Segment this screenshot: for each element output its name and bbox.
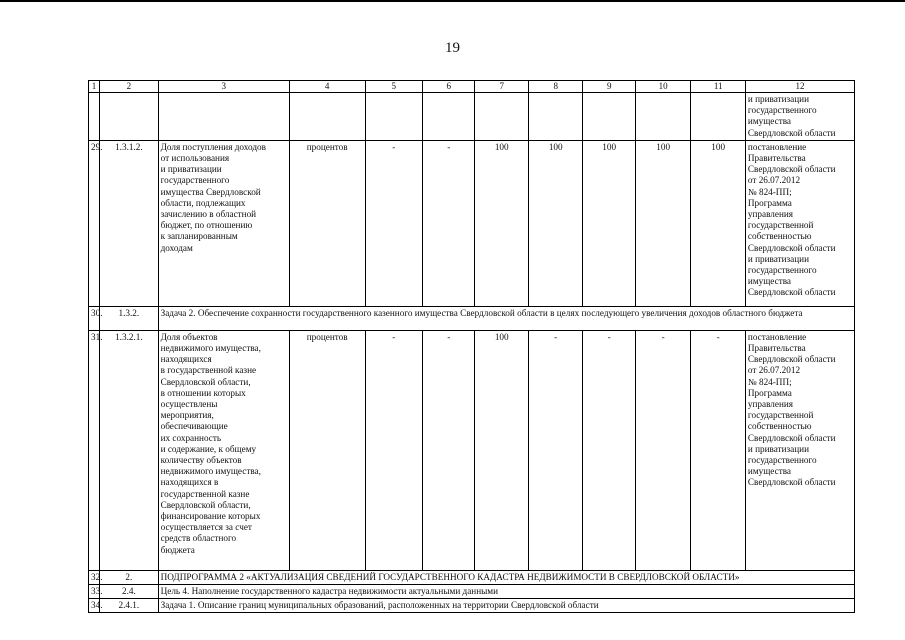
value-cell: - [635,330,691,570]
value-cell: - [365,140,423,306]
subprogram-heading: ПОДПРОГРАММА 2 «АКТУАЛИЗАЦИЯ СВЕДЕНИЙ ГОСУДАРСТВЕННОГО КАДАСТРА НЕДВИЖИМОСТИ В СВЕРДЛОВСКОЙ ОБЛАСТИ» [158,570,854,584]
value-cell: - [583,330,635,570]
cell [423,93,475,141]
value-cell: 100 [528,140,582,306]
header-row [89,81,855,93]
table-row-30 [89,306,855,330]
cell [158,93,289,141]
value-cell: - [691,330,745,570]
row-code: 1.3.1.2. [100,140,159,306]
cell [635,93,691,141]
indicator-name: Доля поступления доходов от использования и приватизации государственного имущества Свердловской области, подлежащих зачислению в областной бюджет, по отношению к запланированным доходам [158,140,289,306]
row-number: 32. [89,570,100,584]
indicator-name: Доля объектов недвижимого имущества, находящихся в государственной казне Свердловской области, в отношении которых осуществлены мероприятия, обеспечивающие их сохранность и содержание, к общему количеству объектов недвижимого имущества, находящихся в государственной казне Свердловской области, финансирование которых осуществляется за счет средств областного бюджета [158,330,289,570]
value-cell: 100 [475,330,528,570]
table-row-31 [89,330,855,570]
cell [475,93,528,141]
cell [100,93,159,141]
row-number: 30. [89,306,100,330]
goal-heading: Цель 4. Наполнение государственного кадастра недвижимости актуальными данными [158,585,854,599]
header-cell: 1 [89,81,100,93]
value-cell: - [528,330,582,570]
page-number: 19 [445,40,460,56]
unit-cell: процентов [289,140,365,306]
header-cell: 12 [745,81,854,93]
row-code: 2.4. [100,585,159,599]
unit-cell: процентов [289,330,365,570]
row-number: 29. [89,140,100,306]
value-cell: - [423,330,475,570]
value-cell: 100 [583,140,635,306]
continuation-row [89,93,855,141]
header-cell: 10 [635,81,691,93]
table-row-32 [89,570,855,584]
value-cell: - [365,330,423,570]
value-cell: - [423,140,475,306]
cell [528,93,582,141]
row-code: 1.3.2.1. [100,330,159,570]
table-row-33 [89,585,855,599]
cell [691,93,745,141]
task-heading: Задача 2. Обеспечение сохранности государственного казенного имущества Свердловской области в целях последующего увеличения доходов областного бюджета [158,306,854,330]
source-cell: и приватизации государственного имущества Свердловской области [745,93,854,141]
row-number: 34. [89,599,100,613]
row-code: 1.3.2. [100,306,159,330]
cell [365,93,423,141]
task-heading: Задача 1. Описание границ муниципальных образований, расположенных на территории Свердловской области [158,599,854,613]
header-cell: 5 [365,81,423,93]
source-cell: постановление Правительства Свердловской области от 26.07.2012 № 824-ПП; Программа управления государственной собственностью Свердловской области и приватизации государственного имущества Свердловской области [745,330,854,570]
source-cell: постановление Правительства Свердловской области от 26.07.2012 № 824-ПП; Программа управления государственной собственностью Свердловской области и приватизации государственного имущества Свердловской области [745,140,854,306]
value-cell: 100 [635,140,691,306]
cell [89,93,100,141]
header-cell: 3 [158,81,289,93]
header-cell: 11 [691,81,745,93]
cell [289,93,365,141]
row-number: 33. [89,585,100,599]
header-cell: 2 [100,81,159,93]
value-cell: 100 [475,140,528,306]
header-cell: 6 [423,81,475,93]
row-code: 2.4.1. [100,599,159,613]
table-row-29 [89,140,855,306]
header-cell: 4 [289,81,365,93]
table-row-34 [89,599,855,613]
top-rule [0,0,905,2]
cell [583,93,635,141]
header-cell: 7 [475,81,528,93]
row-number: 31. [89,330,100,570]
row-code: 2. [100,570,159,584]
value-cell: 100 [691,140,745,306]
header-cell: 9 [583,81,635,93]
header-cell: 8 [528,81,582,93]
indicators-table [88,80,855,613]
